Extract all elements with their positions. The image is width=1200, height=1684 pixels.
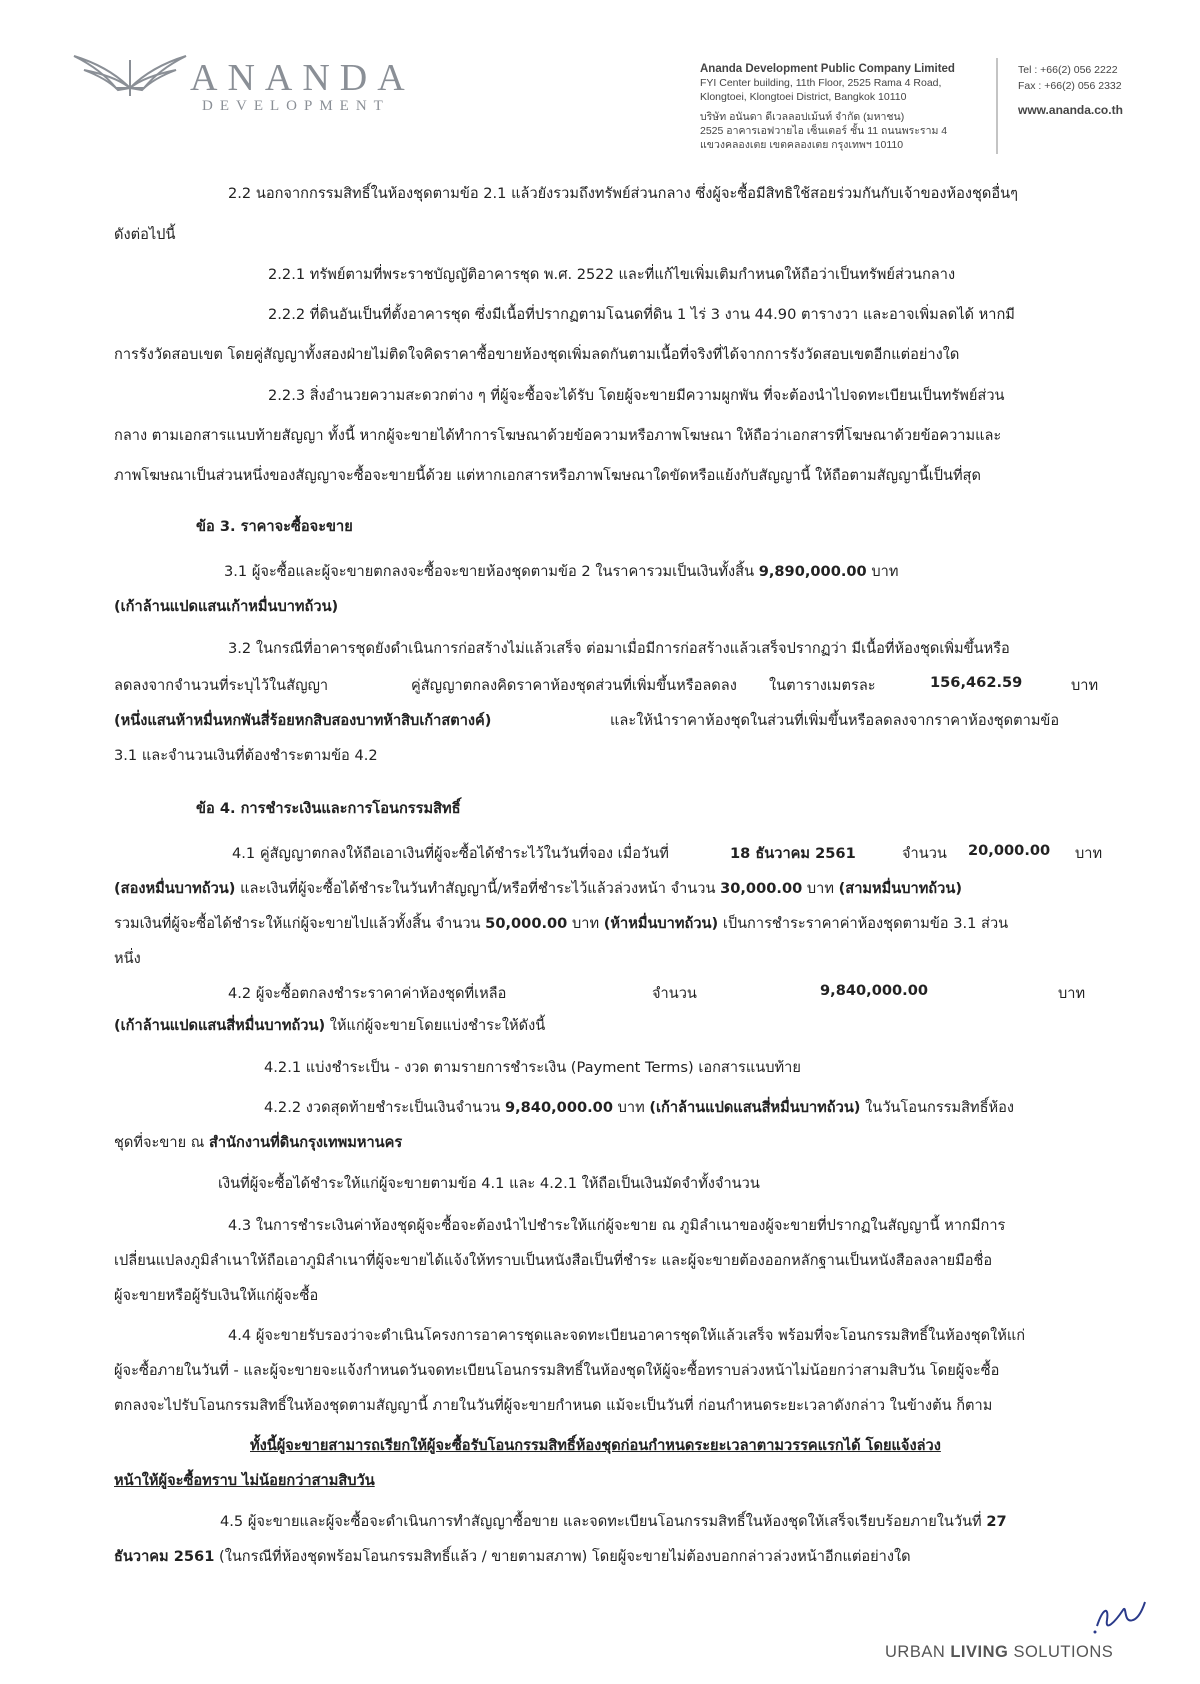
deposit-clause: เงินที่ผู้จะซื้อได้ชำระให้แก่ผู้จะขายตามข้อ 4.1 และ 4.2.1 ให้ถือเป็นเงินมัดจำทั้งจำนวน [218, 1175, 760, 1192]
clause-2-2-2-line-1: 2.2.2 ที่ดินอันเป็นที่ตั้งอาคารชุด ซึ่งมีเนื้อที่ปรากฏตามโฉนดที่ดิน 1 ไร่ 3 งาน 44.90 ตารางวา และอาจเพิ่มลดได้ หากมี [268, 306, 1015, 323]
section-4-heading: ข้อ 4. การชำระเงินและการโอนกรรมสิทธิ์ [196, 800, 461, 817]
clause-4-2-unit: บาท [1058, 985, 1086, 1002]
clause-3-2-line-4: 3.1 และจำนวนเงินที่ต้องชำระตามข้อ 4.2 [114, 747, 378, 764]
clause-4-5-text-2: (ในกรณีที่ห้องชุดพร้อมโอนกรรมสิทธิ์แล้ว / ขายตามสภาพ) โดยผู้จะขายไม่ต้องบอกกล่าวล่วงหน้าอีกแต่อย่างใด [219, 1548, 911, 1565]
clause-2-2-3-line-2: กลาง ตามเอกสารแนบท้ายสัญญา ทั้งนี้ หากผู้จะขายได้ทำการโฆษณาด้วยข้อความหรือภาพโฆษณา ให้ถือว่าเอกสารที่โฆษณาด้วยข้อความและ [114, 427, 1002, 444]
address-th-line-3: แขวงคลองเตย เขตคลองเตย กรุงเทพฯ 10110 [700, 139, 904, 151]
clause-4-1-amount-1: 20,000.00 [968, 842, 1051, 859]
address-th-line-1: บริษัท อนันดา ดีเวลลอปเม้นท์ จำกัด (มหาชน) [700, 111, 905, 123]
clause-4-4-line-3: ตกลงจะไปรับโอนกรรมสิทธิ์ในห้องชุดตามสัญญานี้ ภายในวันที่ผู้จะขายกำหนด แม้จะเป็นวันที่ ก่อนกำหนดระยะเวลาดังกล่าว ในข้างต้น ก็ตาม [114, 1397, 993, 1414]
clause-3-2-rate-unit: บาท [1071, 677, 1099, 694]
clause-3-2-rate: 156,462.59 [930, 674, 1023, 691]
clause-4-1-unit-3: บาท [571, 915, 600, 932]
clause-4-1-words-1: (สองหมื่นบาทถ้วน) [114, 880, 236, 897]
clause-4-2-2-text: 4.2.2 งวดสุดท้ายชำระเป็นเงินจำนวน [264, 1099, 501, 1116]
footer-brand-living: LIVING [950, 1643, 1009, 1661]
address-th-line-2: 2525 อาคารเอฟวายไอ เซ็นเตอร์ ชั้น 11 ถนนพระราม 4 [700, 125, 948, 137]
clause-2-2-1: 2.2.1 ทรัพย์ตามที่พระราชบัญญัติอาคารชุด พ.ศ. 2522 และที่แก้ไขเพิ่มเติมกำหนดให้ถือว่าเป็นทรัพย์ส่วนกลาง [268, 266, 956, 283]
clause-4-3-line-2: เปลี่ยนแปลงภูมิลำเนาให้ถือเอาภูมิลำเนาที่ผู้จะขายได้แจ้งให้ทราบเป็นหนังสือเป็นที่ชำระ และผู้จะขายต้องออกหลักฐานเป็นหนังสือลงลายมือชื่อ [114, 1252, 993, 1269]
clause-4-5-line-2 [114, 1545, 911, 1568]
clause-4-4-line-2: ผู้จะซื้อภายในวันที่ - และผู้จะขายจะแจ้งกำหนดวันจดทะเบียนโอนกรรมสิทธิ์ในห้องชุดให้ผู้จะซื้อทราบล่วงหน้าไม่น้อยกว่าสามสิบวัน โดยผู้จะซื้อ [114, 1362, 1000, 1379]
clause-4-4-line-1: 4.4 ผู้จะขายรับรองว่าจะดำเนินโครงการอาคารชุดและจดทะเบียนอาคารชุดให้แล้วเสร็จ พร้อมที่จะโอนกรรมสิทธิ์ในห้องชุดให้แก่ [228, 1327, 1026, 1344]
clause-4-1-line-1: 4.1 คู่สัญญาตกลงให้ถือเอาเงินที่ผู้จะซื้อได้ชำระไว้ในวันที่จอง เมื่อวันที่ [232, 845, 669, 862]
initials-signature [1093, 1598, 1149, 1636]
clause-2-2-2-line-2: การรังวัดสอบเขต โดยคู่สัญญาทั้งสองฝ่ายไม่ติดใจคิดราคาซื้อขายห้องชุดเพิ่มลดกันตามเนื้อที่จริงที่ได้จากการรังวัดสอบเขตอีกแต่อย่างใด [114, 346, 960, 363]
clause-4-2-2-words: (เก้าล้านแปดแสนสี่หมื่นบาทถ้วน) [649, 1099, 861, 1116]
clause-4-5-text: 4.5 ผู้จะขายและผู้จะซื้อจะดำเนินการทำสัญญาซื้อขาย และจดทะเบียนโอนกรรมสิทธิ์ในห้องชุดให้เสร็จเรียบร้อยภายในวันที่ [220, 1513, 982, 1530]
clause-4-2-text: 4.2 ผู้จะซื้อตกลงชำระราคาค่าห้องชุดที่เหลือ [228, 985, 507, 1002]
logo-subtitle: DEVELOPMENT [202, 98, 390, 114]
clause-4-2-2-amount: 9,840,000.00 [504, 1099, 613, 1116]
clause-2-2-3-line-3: ภาพโฆษณาเป็นส่วนหนึ่งของสัญญาจะซื้อจะขายนี้ด้วย แต่หากเอกสารหรือภาพโฆษณาใดขัดหรือแย้งกับสัญญานี้ ให้ถือตามสัญญานี้เป็นที่สุด [114, 467, 981, 484]
clause-3-1-amount-words: (เก้าล้านแปดแสนเก้าหมื่นบาทถ้วน) [114, 598, 339, 615]
tel-line: Tel : +66(2) 056 2222 [1018, 64, 1118, 76]
clause-4-5-month-year: ธันวาคม 2561 [114, 1548, 215, 1565]
address-en-line-1: FYI Center building, 11th Floor, 2525 Rama 4 Road, [700, 77, 942, 89]
clause-3-2-line-1: 3.2 ในกรณีที่อาคารชุดยังดำเนินการก่อสร้างไม่แล้วเสร็จ ต่อมาเมื่อมีการก่อสร้างแล้วเสร็จปรากฏว่า มีเนื้อที่ห้องชุดเพิ่มขึ้นหรือ [228, 640, 1010, 657]
clause-2-2-line-1: 2.2 นอกจากกรรมสิทธิ์ในห้องชุดตามข้อ 2.1 แล้วยังรวมถึงทรัพย์ส่วนกลาง ซึ่งผู้จะซื้อมีสิทธิใช้สอยร่วมกันกับเจ้าของห้องชุดอื่นๆ [228, 185, 1018, 202]
clause-4-2-amount-label: จำนวน [652, 985, 697, 1002]
clause-3-1-line-1 [224, 560, 898, 583]
clause-2-2-line-2: ดังต่อไปนี้ [114, 226, 176, 243]
clause-4-2-text-2: ให้แก่ผู้จะขายโดยแบ่งชำระให้ดังนี้ [329, 1017, 546, 1034]
clause-4-1-total-words: (ห้าหมื่นบาทถ้วน) [603, 915, 719, 932]
clause-2-2-3-line-1: 2.2.3 สิ่งอำนวยความสะดวกต่าง ๆ ที่ผู้จะซื้อจะได้รับ โดยผู้จะขายมีความผูกพัน ที่จะต้องนำไปจดทะเบียนเป็นทรัพย์ส่วน [268, 387, 1005, 404]
clause-4-5-day: 27 [986, 1513, 1007, 1530]
clause-4-1-unit-1: บาท [1075, 845, 1103, 862]
clause-4-2-amount: 9,840,000.00 [820, 982, 929, 999]
clause-4-1-unit-2: บาท [806, 880, 834, 897]
clause-4-1-total: 50,000.00 [485, 915, 568, 932]
clause-4-1-line-3 [114, 912, 1008, 935]
clause-4-2-line-2 [114, 1014, 545, 1037]
clause-4-2-words: (เก้าล้านแปดแสนสี่หมื่นบาทถ้วน) [114, 1017, 326, 1034]
clause-4-1-text-4: เป็นการชำระราคาค่าห้องชุดตามข้อ 3.1 ส่วน [722, 915, 1009, 932]
clause-3-2-line-2: ลดลงจากจำนวนที่ระบุไว้ในสัญญา [114, 677, 329, 694]
clause-3-1-text: 3.1 ผู้จะซื้อและผู้จะขายตกลงจะซื้อจะขายห้องชุดตามข้อ 2 ในราคารวมเป็นเงินทั้งสิ้น [224, 563, 755, 580]
clause-4-2-2-text-3: ชุดที่จะขาย ณ [114, 1134, 205, 1151]
clause-3-1-amount: 9,890,000.00 [758, 563, 867, 580]
clause-3-1-unit: บาท [871, 563, 899, 580]
clause-4-2-2-line-2 [114, 1131, 402, 1154]
clause-3-2-line-2-mid: คู่สัญญาตกลงคิดราคาห้องชุดส่วนที่เพิ่มขึ้นหรือลดลง [411, 677, 737, 694]
clause-4-1-amount-label: จำนวน [902, 845, 947, 862]
clause-4-2-1: 4.2.1 แบ่งชำระเป็น - งวด ตามรายการชำระเงิน (Payment Terms) เอกสารแนบท้าย [264, 1059, 801, 1076]
clause-4-2-2-text-2: ในวันโอนกรรมสิทธิ์ห้อง [865, 1099, 1015, 1116]
clause-4-5-line-1 [220, 1510, 1007, 1533]
clause-3-2-line-3: และให้นำราคาห้องชุดในส่วนที่เพิ่มขึ้นหรือลดลงจากราคาห้องชุดตามข้อ [610, 712, 1060, 729]
footer-brand-urban: URBAN [885, 1643, 951, 1661]
clause-4-4-early-transfer-line-2: หน้าให้ผู้จะซื้อทราบ ไม่น้อยกว่าสามสิบวัน [114, 1472, 375, 1489]
clause-4-1-words-2: (สามหมื่นบาทถ้วน) [838, 880, 962, 897]
section-3-heading: ข้อ 3. ราคาจะซื้อจะขาย [196, 518, 353, 535]
clause-4-1-text-3: รวมเงินที่ผู้จะซื้อได้ชำระให้แก่ผู้จะขายไปแล้วทั้งสิ้น จำนวน [114, 915, 481, 932]
clause-4-1-line-2 [114, 877, 962, 900]
clause-3-2-rate-label: ในตารางเมตรละ [769, 677, 876, 694]
clause-4-3-line-1: 4.3 ในการชำระเงินค่าห้องชุดผู้จะซื้อจะต้องนำไปชำระให้แก่ผู้จะขาย ณ ภูมิลำเนาของผู้จะขายที่ปรากฏในสัญญานี้ หากมีการ [228, 1217, 1006, 1234]
footer-brand [885, 1643, 1113, 1662]
clause-4-3-line-3: ผู้จะขายหรือผู้รับเงินให้แก่ผู้จะซื้อ [114, 1287, 319, 1304]
land-office-name: สำนักงานที่ดินกรุงเทพมหานคร [208, 1134, 403, 1151]
clause-4-1-text-2: และเงินที่ผู้จะซื้อได้ชำระในวันทำสัญญานี้/หรือที่ชำระไว้แล้วล่วงหน้า จำนวน [240, 880, 716, 897]
footer-brand-solutions: SOLUTIONS [1008, 1643, 1114, 1661]
clause-4-2-2-line-1 [264, 1096, 1014, 1119]
fax-line: Fax : +66(2) 056 2332 [1018, 80, 1122, 92]
clause-4-4-early-transfer-line-1: ทั้งนี้ผู้จะขายสามารถเรียกให้ผู้จะซื้อรับโอนกรรมสิทธิ์ห้องชุดก่อนกำหนดระยะเวลาตามวรรคแรกได้ โดยแจ้งล่วง [250, 1437, 941, 1454]
clause-4-1-line-4: หนึ่ง [114, 950, 141, 967]
company-name: Ananda Development Public Company Limited [700, 63, 955, 75]
logo-wordmark: ANANDA [190, 57, 415, 99]
website-link[interactable]: www.ananda.co.th [1018, 103, 1123, 117]
clause-4-1-date: 18 ธันวาคม 2561 [730, 845, 856, 862]
clause-4-2-2-unit: บาท [617, 1099, 645, 1116]
address-en-line-2: Klongtoei, Klongtoei District, Bangkok 10110 [700, 91, 907, 103]
clause-3-2-rate-words: (หนึ่งแสนห้าหมื่นหกพันสี่ร้อยหกสิบสองบาทห้าสิบเก้าสตางค์) [114, 712, 492, 729]
clause-4-1-amount-2: 30,000.00 [720, 880, 803, 897]
